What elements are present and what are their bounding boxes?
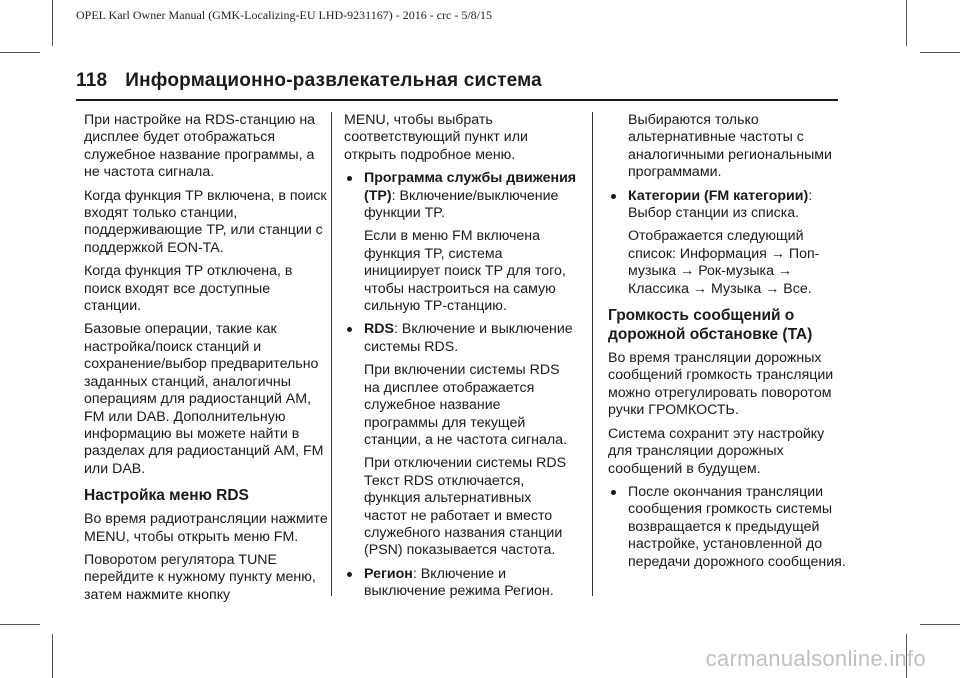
- column-1: [84, 112, 328, 610]
- sub-paragraph: Если в меню FM включена функция TP, система инициирует поиск TP для того, чтобы настроиться на самую сильную TP-станцию.: [364, 228, 566, 315]
- paragraph: Во время трансляции дорожных сообщений громкость трансляции можно отрегулировать поворотом ручки ГРОМКОСТЬ.: [608, 350, 834, 419]
- print-meta: OPEL Karl Owner Manual (GMK-Localizing-EU LHD-9231167) - 2016 - crc - 5/8/15: [76, 8, 492, 22]
- crop-mark: [906, 0, 907, 46]
- bullet-item: [344, 566, 578, 601]
- paragraph: Поворотом регулятора TUNE перейдите к нужному пункту меню, затем нажмите кнопку: [84, 551, 316, 603]
- bullet-label: RDS: [364, 321, 394, 338]
- paragraph: MENU, чтобы выбрать соответствующий пункт или открыть подробное меню.: [344, 112, 528, 163]
- crop-mark: [0, 52, 40, 53]
- section-heading: Настройка меню RDS: [84, 487, 249, 505]
- crop-mark: [920, 52, 960, 53]
- page-header: [76, 70, 836, 92]
- bullet-item: [344, 170, 578, 222]
- crop-mark: [0, 624, 40, 625]
- bullet-label: Программа службы движения (TP): [364, 170, 577, 204]
- bullet-label: Категории (FM категории): [628, 187, 809, 204]
- bullet-text: : Включение и выключение системы RDS.: [364, 321, 573, 355]
- paragraph: Во время радиотрансляции нажмите MENU, чтобы открыть меню FM.: [84, 511, 328, 545]
- sub-paragraph: Отображается следующий список: Информация → Поп-музыка → Рок-музыка → Классика → Музыка → Все.: [628, 228, 820, 297]
- bullet-label: Регион: [364, 565, 413, 582]
- bullet-text: : Включение/выключение функции TP.: [364, 187, 559, 222]
- paragraph: При настройке на RDS-станцию на дисплее будет отображаться служебное название программы, а не частота сигнала.: [84, 112, 316, 181]
- site-watermark: carmanualsonline.info: [705, 646, 926, 671]
- paragraph: Когда функция TP отключена, в поиск входят все доступные станции.: [84, 263, 293, 315]
- sub-paragraph: При включении системы RDS на дисплее отображается служебное название программы для текущей станции, а не частота сигнала.: [364, 362, 568, 448]
- column-3: [608, 112, 850, 577]
- bullet-item: После окончания трансляции сообщения громкость системы возвращается к предыдущей настройке, установленной до передачи дорожного сообщения.: [608, 484, 850, 571]
- crop-mark: [52, 634, 53, 678]
- paragraph: Базовые операции, такие как настройка/поиск станций и сохранение/выбор предварительно заданных станций, аналогичны операциям для радиостанций AM, FM или DAB. Дополнительную информацию вы можете найти в разделах для радиостанций AM, FM или DAB.: [84, 321, 324, 477]
- sub-paragraph: При отключении системы RDS Текст RDS отключается, функция альтернативных частот не работает и вместо служебного названия станции (PSN) показывается частота.: [364, 455, 567, 559]
- column-2: [344, 112, 578, 607]
- bullet-item: [608, 188, 850, 223]
- column-divider: [592, 112, 593, 596]
- header-rule: [76, 99, 838, 101]
- page-number: 118: [76, 70, 108, 91]
- bullet-text: : Включение и выключение режима Регион.: [364, 565, 554, 600]
- crop-mark: [920, 624, 960, 625]
- section-heading: Громкость сообщений о дорожной обстановке (TA): [608, 307, 813, 344]
- page-title: Информационно-развлекательная система: [125, 70, 542, 91]
- sub-paragraph: Выбираются только альтернативные частоты с аналогичными региональными программами.: [628, 112, 832, 181]
- crop-mark: [52, 0, 53, 46]
- paragraph: Система сохранит эту настройку для трансляции дорожных сообщений в будущем.: [608, 425, 825, 477]
- paragraph: Когда функция TP включена, в поиск входят только станции, поддерживающие TP, или станции с поддержкой EON-TA.: [84, 187, 327, 256]
- bullet-text: : Выбор станции из списка.: [628, 187, 813, 222]
- bullet-item: [344, 321, 578, 356]
- column-divider: [331, 112, 332, 596]
